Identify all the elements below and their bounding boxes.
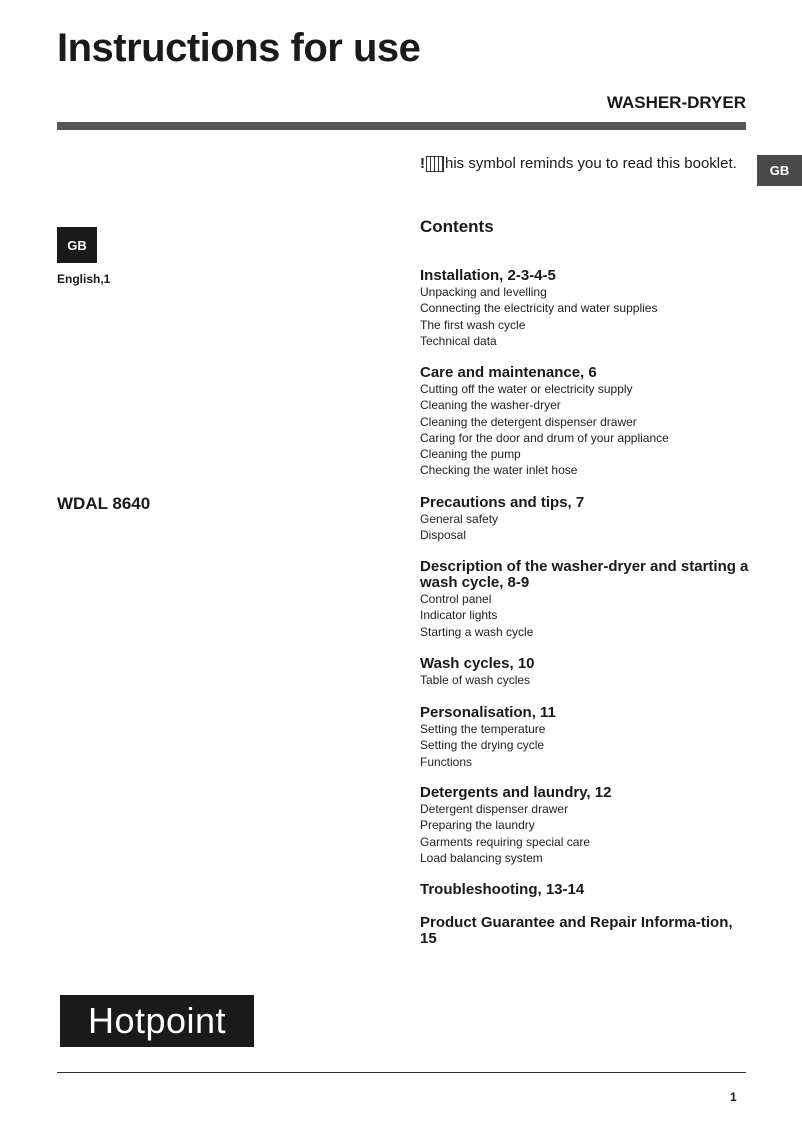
toc-item: Setting the temperature <box>420 722 546 736</box>
toc-section <box>420 559 750 640</box>
toc-item: Cleaning the pump <box>420 447 521 462</box>
toc-item: Connecting the electricity and water supplies <box>420 301 658 316</box>
toc-section <box>420 656 750 688</box>
notice-text: his symbol reminds you to read this booklet. <box>445 155 737 172</box>
toc-section-title: Product Guarantee and Repair Informa-tion, 15 <box>420 914 733 947</box>
language-badge: GB <box>57 227 97 263</box>
toc-item: Load balancing system <box>420 850 543 865</box>
toc-section-title: Personalisation, 11 <box>420 704 556 721</box>
toc-item: Table of wash cycles <box>420 673 531 687</box>
toc-item: Detergent dispenser drawer <box>420 802 569 816</box>
toc-section-title: Description of the washer-dryer and starting a wash cycle, 8-9 <box>420 558 749 591</box>
toc-item: Indicator lights <box>420 608 498 623</box>
toc-section <box>420 882 750 898</box>
toc-section <box>420 705 750 770</box>
toc-section-title: Troubleshooting, 13-14 <box>420 881 585 898</box>
toc-item: Setting the drying cycle <box>420 738 545 753</box>
product-type: WASHER-DRYER <box>606 93 746 112</box>
toc-section-title: Precautions and tips, 7 <box>420 494 585 511</box>
toc-item: Unpacking and levelling <box>420 285 547 299</box>
toc-item: Disposal <box>420 528 467 543</box>
page-number: 1 <box>730 1090 737 1104</box>
toc-item: Garments requiring special care <box>420 834 591 849</box>
hotpoint-logo: Hotpoint <box>60 995 254 1047</box>
toc-item: Technical data <box>420 333 497 348</box>
toc-item: Control panel <box>420 592 492 606</box>
toc-section <box>420 915 750 947</box>
toc-item: Checking the water inlet hose <box>420 463 578 478</box>
toc-item: The first wash cycle <box>420 317 526 332</box>
contents-heading: Contents <box>420 217 494 236</box>
page-title: Instructions for use <box>57 26 421 70</box>
toc-section-title: Detergents and laundry, 12 <box>420 784 612 801</box>
toc-section-title: Wash cycles, 10 <box>420 655 535 672</box>
toc-section <box>420 365 750 479</box>
toc-section <box>420 785 750 866</box>
model-number: WDAL 8640 <box>57 494 151 513</box>
toc-item: Caring for the door and drum of your appliance <box>420 430 669 445</box>
language-tab: GB <box>757 155 802 186</box>
booklet-notice <box>420 155 737 172</box>
toc-item: Cleaning the detergent dispenser drawer <box>420 414 637 429</box>
language-label: English,1 <box>57 272 111 286</box>
toc-item: Cleaning the washer-dryer <box>420 398 561 413</box>
toc-item: Preparing the laundry <box>420 818 535 833</box>
toc-item: General safety <box>420 512 499 526</box>
toc-item: Starting a wash cycle <box>420 624 534 639</box>
header-divider <box>57 122 746 130</box>
toc-section <box>420 495 750 544</box>
toc-section <box>420 268 750 349</box>
book-icon <box>426 156 444 172</box>
warning-mark: ! <box>420 155 425 172</box>
toc-section-title: Care and maintenance, 6 <box>420 364 597 381</box>
footer-divider <box>57 1072 746 1073</box>
toc-item: Functions <box>420 754 473 769</box>
toc-item: Cutting off the water or electricity supply <box>420 382 633 396</box>
toc-section-title: Installation, 2-3-4-5 <box>420 267 556 284</box>
